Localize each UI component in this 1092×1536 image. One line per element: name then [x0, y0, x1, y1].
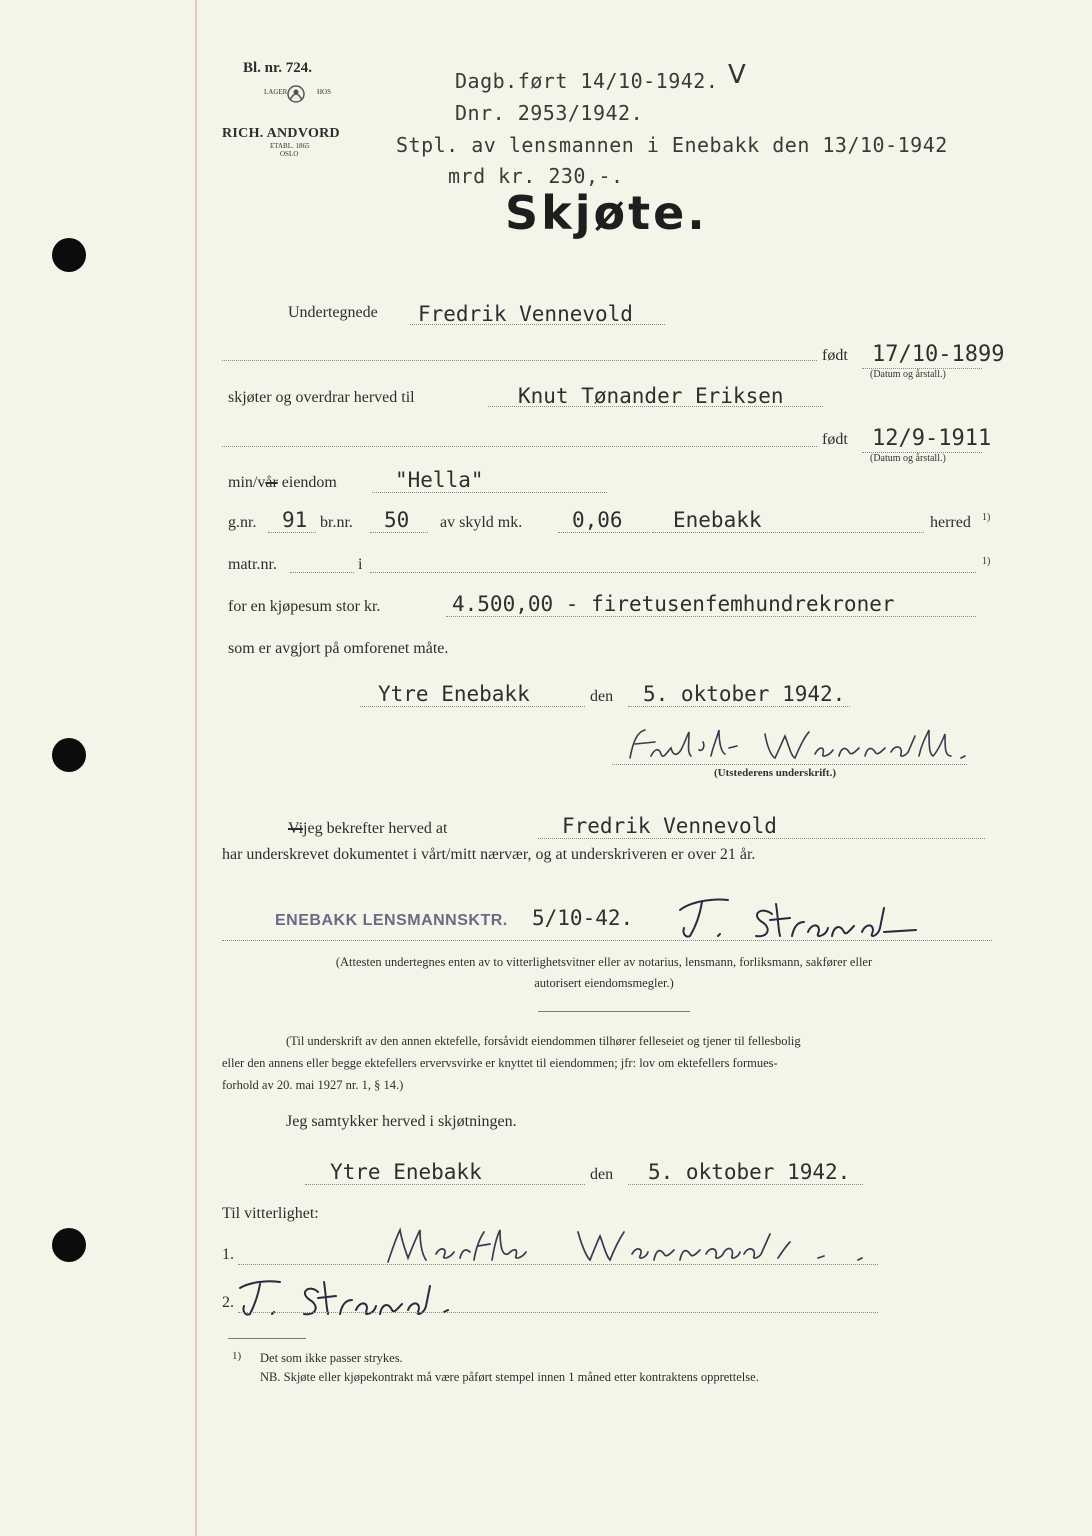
- footnote-1-text: Det som ikke passer strykes.: [260, 1351, 403, 1365]
- buyer-label: skjøter og overdrar herved til: [228, 389, 415, 406]
- issuer-signature: [615, 722, 995, 770]
- registry-fee-line: mrd kr. 230,-.: [448, 164, 624, 188]
- buyer-born-label: født: [822, 431, 848, 448]
- witness-1-signature: [378, 1222, 898, 1270]
- matr-line: [290, 572, 354, 573]
- issuer-signature-caption: (Utstederens underskrift.): [714, 767, 837, 779]
- bnr-line: [370, 532, 428, 533]
- matr-label: matr.nr.: [228, 556, 277, 573]
- witness-label: Til vitterlighet:: [222, 1205, 319, 1222]
- attestation-name-line: [538, 838, 985, 839]
- margin-line: [195, 0, 197, 1536]
- publisher-emblem-icon: [282, 82, 310, 108]
- matr-in-label: i: [358, 556, 363, 573]
- issuer-signature-line: [612, 764, 967, 765]
- document-title: Skjøte.: [505, 186, 708, 240]
- punch-hole-bottom: [52, 1228, 86, 1262]
- attestation-prefix: Vijeg bekrefter herved at: [288, 820, 448, 837]
- footnote-mark-matr: 1): [982, 556, 991, 567]
- price-amount: 4.500,00 - firetusenfemhundrekroner: [452, 592, 895, 616]
- witness-1-line: [238, 1264, 878, 1265]
- seller-born-date: 17/10-1899: [872, 342, 1005, 367]
- property-name: "Hella": [395, 468, 484, 492]
- seller-label: Undertegnede: [288, 304, 378, 321]
- buyer-born-date: 12/9-1911: [872, 426, 992, 451]
- witness-2-number: 2.: [222, 1294, 234, 1311]
- gnr-label: g.nr.: [228, 514, 257, 531]
- seller-name-line: [410, 324, 665, 325]
- den-label-2: den: [590, 1166, 614, 1183]
- matr-place-line: [370, 572, 976, 573]
- seller-born-label: født: [822, 347, 848, 364]
- price-line: [446, 616, 976, 617]
- property-name-line: [372, 492, 607, 493]
- seller-born-hint: (Datum og årstall.): [870, 369, 946, 380]
- seller-name: Fredrik Vennevold: [418, 302, 633, 326]
- attestation-line-2: har underskrevet dokumentet i vårt/mitt nærvær, og at underskriveren er over 21 år.: [222, 846, 756, 863]
- registry-diary-line: Dagb.ført 14/10-1942.: [455, 69, 719, 93]
- bnr-value: 50: [384, 508, 410, 532]
- consent-place: Ytre Enebakk: [330, 1160, 482, 1184]
- struck-text: år: [265, 474, 278, 491]
- witness-2-line: [238, 1312, 878, 1313]
- attest-note-line-1: (Attesten undertegnes enten av to vitterlighetsvitner eller av notarius, lensmann, forliksmann, sakfører eller: [335, 955, 873, 969]
- footnote-1-mark: 1): [232, 1350, 242, 1362]
- consent-place-line: [305, 1184, 585, 1185]
- seller-continuation-line: [222, 360, 817, 361]
- lensmann-stamp: ENEBAKK LENSMANNSKTR.: [275, 912, 508, 929]
- herred-label: herred: [930, 514, 971, 531]
- form-number: Bl. nr. 724.: [243, 60, 313, 76]
- check-mark: V: [728, 60, 746, 90]
- struck-text: Vi: [288, 820, 304, 837]
- date-1-line: [628, 706, 850, 707]
- skyld-line: [558, 532, 650, 533]
- stamp-line: [222, 940, 992, 941]
- gnr-value: 91: [282, 508, 308, 532]
- spouse-note-line-3: forhold av 20. mai 1927 nr. 1, § 14.): [222, 1078, 404, 1092]
- stamp-date: 5/10-42.: [532, 906, 634, 930]
- footnote-mark-herred: 1): [982, 512, 991, 523]
- den-label-1: den: [590, 688, 614, 705]
- footnote-rule: [228, 1338, 306, 1339]
- buyer-born-hint: (Datum og årstall.): [870, 453, 946, 464]
- gnr-line: [268, 532, 316, 533]
- punch-hole-top: [52, 238, 86, 272]
- date-1: 5. oktober 1942.: [643, 682, 846, 706]
- registry-stamp-line: Stpl. av lensmannen i Enebakk den 13/10-1942: [396, 133, 948, 157]
- spouse-note-line-1: (Til underskrift av den annen ektefelle, forsåvidt eiendommen tilhører felleseiet og tjener til fellesbolig: [286, 1034, 801, 1048]
- separator-line: [538, 1011, 690, 1012]
- consent-text: Jeg samtykker herved i skjøtningen.: [286, 1113, 517, 1130]
- skyld-value: 0,06: [572, 508, 623, 532]
- buyer-continuation-line: [222, 446, 817, 447]
- witness-1-number: 1.: [222, 1246, 234, 1263]
- spouse-note-line-2: eller den annens eller begge ektefellers ervervsvirke er knyttet til eiendommen; jfr: lov om ektefellers formues-: [222, 1056, 778, 1070]
- registry-number-line: Dnr. 2953/1942.: [455, 101, 644, 125]
- consent-date: 5. oktober 1942.: [648, 1160, 851, 1184]
- price-label: for en kjøpesum stor kr.: [228, 598, 381, 615]
- attestation-name: Fredrik Vennevold: [562, 814, 777, 838]
- punch-hole-middle: [52, 738, 86, 772]
- witness-1-signature-drawing: [378, 1222, 898, 1270]
- consent-date-line: [628, 1184, 863, 1185]
- attest-note-line-2: autorisert eiendomsmegler.): [534, 976, 674, 990]
- publisher-logo: LAGER HOS RICH. ANDVORD ETABL. 1865 OSLO: [222, 82, 357, 154]
- place-1: Ytre Enebakk: [378, 682, 530, 706]
- nb-text: NB. Skjøte eller kjøpekontrakt må være påført stempel innen 1 måned etter kontraktens opprettelse.: [260, 1370, 759, 1384]
- buyer-name: Knut Tønander Eriksen: [518, 384, 784, 408]
- municipality: Enebakk: [673, 508, 762, 532]
- issuer-signature-drawing: [615, 722, 995, 770]
- buyer-name-line: [488, 406, 823, 407]
- witness-2-signature-drawing: [232, 1272, 492, 1322]
- lensmann-signature: [672, 892, 932, 946]
- property-label: min/vår eiendom: [228, 474, 337, 491]
- witness-2-signature: [232, 1272, 492, 1322]
- bnr-label: br.nr.: [320, 514, 353, 531]
- skyld-label: av skyld mk.: [440, 514, 523, 531]
- lensmann-signature-drawing: [672, 892, 932, 946]
- municipality-line: [652, 532, 924, 533]
- settled-text: som er avgjort på omforenet måte.: [228, 640, 449, 657]
- place-1-line: [360, 706, 585, 707]
